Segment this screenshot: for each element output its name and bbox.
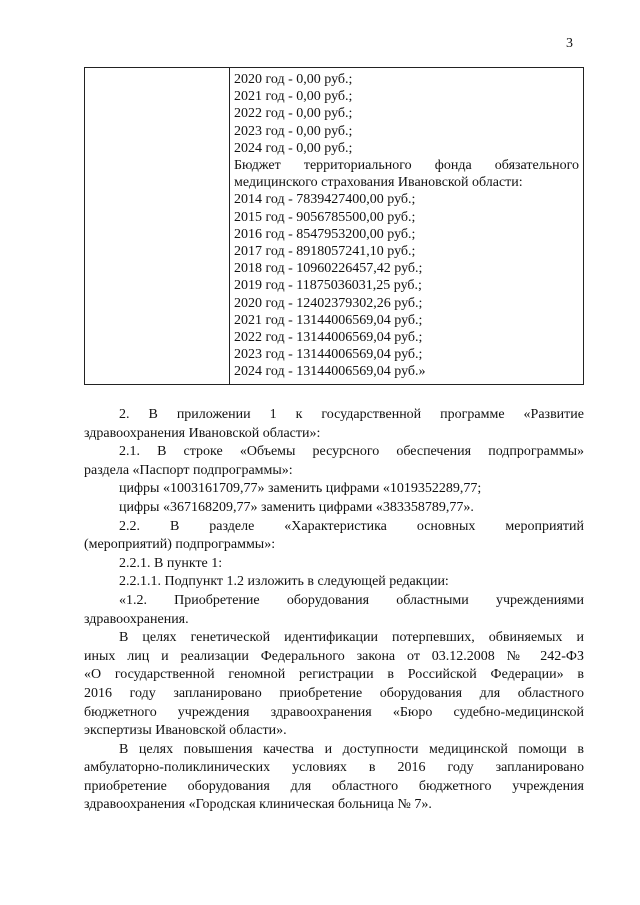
paragraph-line: здравоохранения.: [84, 611, 189, 627]
paragraph-line: приобретение оборудования для областного бюджетного учреждения: [84, 778, 584, 794]
paragraph-line: цифры «367168209,77» заменить цифрами «383358789,77».: [119, 499, 474, 515]
paragraph-line: 2.2.1. В пункте 1:: [119, 555, 223, 571]
table-row: 2024 год - 13144006569,04 руб.»: [234, 364, 426, 380]
table-row: 2018 год - 10960226457,42 руб.;: [234, 261, 423, 277]
table-left-cell: [85, 68, 230, 384]
paragraph-line: 2.2. В разделе «Характеристика основных мероприятий: [119, 518, 584, 534]
paragraph-line: амбулаторно-поликлинических условиях в 2016 году запланировано: [84, 760, 584, 776]
table-row: медицинского страхования Ивановской области:: [234, 175, 523, 191]
table-row: 2014 год - 7839427400,00 руб.;: [234, 192, 416, 208]
table-row: 2024 год - 0,00 руб.;: [234, 140, 353, 156]
paragraph-line: 2.1. В строке «Объемы ресурсного обеспечения подпрограммы»: [119, 444, 584, 460]
paragraph-line: цифры «1003161709,77» заменить цифрами «1019352289,77;: [119, 481, 482, 497]
table-row: 2020 год - 12402379302,26 руб.;: [234, 295, 423, 311]
paragraph-line: здравоохранения Ивановской области»:: [84, 425, 321, 441]
paragraph-line: «О государственной геномной регистрации в Российской Федерации» в: [84, 667, 584, 683]
paragraph-line: раздела «Паспорт подпрограммы»:: [84, 462, 293, 478]
paragraph-line: В целях генетической идентификации потерпевших, обвиняемых и: [119, 630, 584, 646]
page-number: 3: [566, 36, 573, 51]
paragraph-line: 2.2.1.1. Подпункт 1.2 изложить в следующей редакции:: [119, 574, 449, 590]
paragraph-line: 2016 году запланировано приобретение оборудования для областного: [84, 685, 584, 701]
funding-table: [84, 67, 584, 385]
table-row: 2022 год - 0,00 руб.;: [234, 106, 353, 122]
table-row: 2017 год - 8918057241,10 руб.;: [234, 244, 416, 260]
table-row: 2016 год - 8547953200,00 руб.;: [234, 226, 416, 242]
table-right-cell: [234, 71, 579, 381]
table-row: 2021 год - 0,00 руб.;: [234, 89, 353, 105]
document-body: [84, 406, 584, 815]
paragraph-line: В целях повышения качества и доступности медицинской помощи в: [119, 741, 584, 757]
paragraph-line: экспертизы Ивановской области».: [84, 723, 287, 739]
paragraph-line: 2. В приложении 1 к государственной программе «Развитие: [119, 407, 584, 422]
paragraph-line: бюджетного учреждения здравоохранения «Бюро судебно-медицинской: [84, 704, 584, 720]
table-row: 2023 год - 13144006569,04 руб.;: [234, 347, 423, 363]
table-row: 2015 год - 9056785500,00 руб.;: [234, 209, 416, 225]
paragraph-line: здравоохранения «Городская клиническая больница № 7».: [84, 797, 432, 813]
paragraph-line: «1.2. Приобретение оборудования областными учреждениями: [119, 592, 584, 608]
paragraph-line: (мероприятий) подпрограммы»:: [84, 537, 276, 553]
paragraph-line: иных лиц и реализации Федерального закона от 03.12.2008 № 242-ФЗ: [84, 648, 584, 664]
table-row: Бюджет территориального фонда обязательного: [234, 158, 579, 174]
table-row: 2020 год - 0,00 руб.;: [234, 72, 353, 87]
table-row: 2021 год - 13144006569,04 руб.;: [234, 312, 423, 328]
table-row: 2022 год - 13144006569,04 руб.;: [234, 330, 423, 346]
table-row: 2023 год - 0,00 руб.;: [234, 123, 353, 139]
table-row: 2019 год - 11875036031,25 руб.;: [234, 278, 422, 294]
